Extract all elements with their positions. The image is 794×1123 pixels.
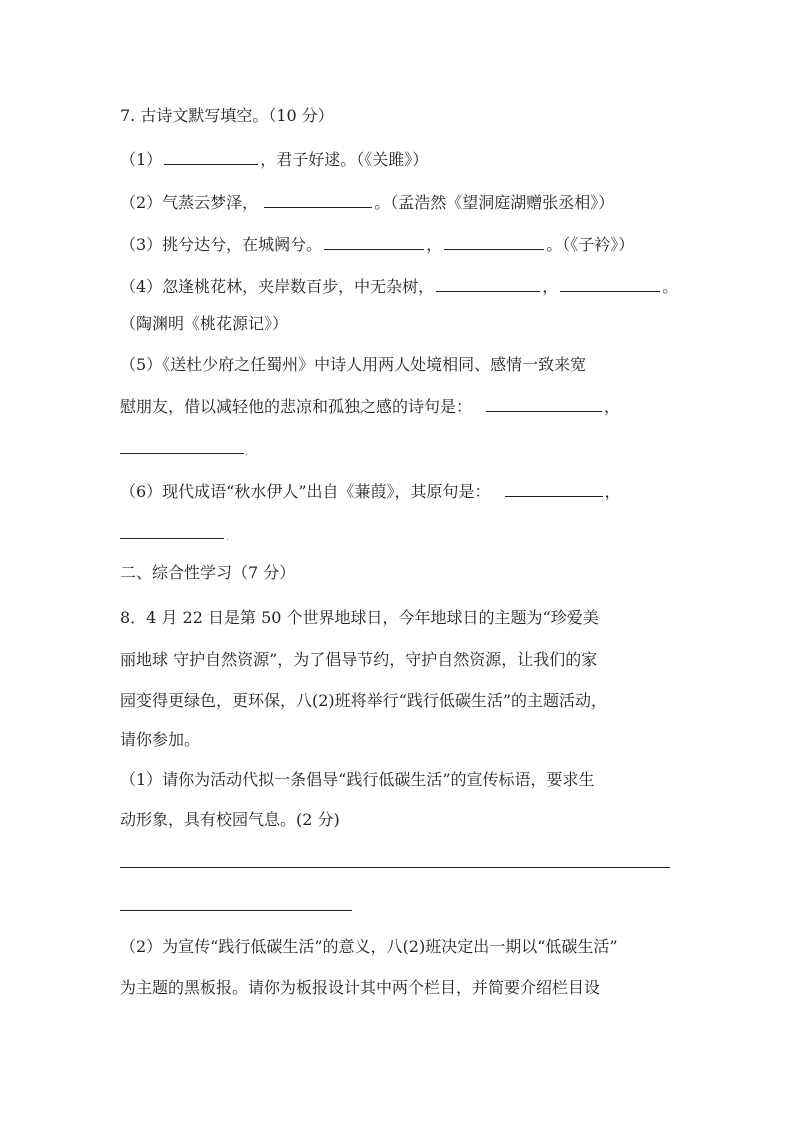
blank-2[interactable] (264, 191, 372, 208)
blank-5b[interactable] (120, 453, 244, 454)
answer-line-2[interactable] (120, 910, 352, 911)
answer-line-1[interactable] (120, 867, 670, 868)
q7-item-4 (120, 275, 678, 297)
question-7-title: 7. 古诗文默写填空。（10 分） (120, 106, 334, 125)
q7-item-6-end-mark: . (226, 532, 230, 543)
q7-item-5-line-1: （5）《送杜少府之任蜀州》中诗人用两人处境相同、感情一致来宽 (120, 355, 587, 374)
q7-item-3-suffix: 。（《子衿》） (546, 235, 635, 254)
q8-line-4: 请你参加。 (120, 730, 201, 749)
q8-sub-1-line-1: （1）请你为活动代拟一条倡导“践行低碳生活”的宣传标语，要求生 (120, 770, 595, 789)
q7-item-1 (120, 148, 428, 170)
section-2-heading: 二、综合性学习（7 分） (120, 563, 296, 582)
q8-sub-1-line-2: 动形象，具有校园气息。(2 分) (120, 810, 340, 829)
q7-item-2-suffix: 。（孟浩然《望洞庭湖赠张丞相》） (374, 193, 615, 212)
q7-item-1-suffix: ，君子好逑。（《关雎》） (260, 150, 429, 169)
q7-item-1-prefix: （1） (120, 150, 163, 169)
blank-4b[interactable] (560, 275, 660, 292)
q7-item-6-comma: ， (604, 482, 621, 501)
q7-item-4-source: （陶渊明《桃花源记》） (120, 314, 289, 333)
q7-item-3-mid: ， (426, 235, 443, 254)
blank-4a[interactable] (436, 275, 540, 292)
blank-6b[interactable] (120, 538, 224, 539)
blank-5a[interactable] (486, 395, 602, 412)
blank-3b[interactable] (444, 233, 544, 250)
q7-item-6-line-1 (120, 480, 621, 502)
q8-line-1: 8．4 月 22 日是第 50 个世界地球日，今年地球日的主题为“珍爱美 (120, 608, 599, 627)
q7-item-5-comma: ， (604, 397, 621, 416)
q7-item-3 (120, 233, 634, 255)
q7-item-2 (120, 191, 614, 213)
q7-item-4-mid: ， (542, 277, 559, 296)
q7-item-5-end-mark: . (245, 447, 249, 458)
q8-sub-2-line-1: （2）为宣传“践行低碳生活”的意义，八(2)班决定出一期以“低碳生活” (120, 937, 618, 956)
q7-item-4-suffix: 。 (662, 277, 679, 296)
q8-line-3: 园变得更绿色，更环保，八(2)班将举行“践行低碳生活”的主题活动， (120, 691, 608, 710)
q7-item-6-prompt: （6）现代成语“秋水伊人”出自《蒹葭》，其原句是： (120, 482, 491, 501)
q7-item-2-prefix: （2）气蒸云梦泽， (120, 193, 259, 212)
blank-6a[interactable] (505, 480, 603, 497)
q8-sub-2-line-2: 为主题的黑板报。请你为板报设计其中两个栏目，并简要介绍栏目设 (120, 978, 601, 997)
q8-line-2: 丽地球 守护自然资源”，为了倡导节约，守护自然资源，让我们的家 (120, 650, 598, 669)
blank-3a[interactable] (324, 233, 424, 250)
q7-item-5-prompt: 慰朋友，借以减轻他的悲凉和孤独之感的诗句是： (120, 397, 473, 416)
q7-item-3-prefix: （3）挑兮达兮，在城阙兮。 (120, 235, 323, 254)
blank-1[interactable] (164, 148, 258, 165)
q7-item-5-line-2 (120, 395, 620, 417)
q7-item-4-prefix: （4）忽逢桃花林，夹岸数百步，中无杂树， (120, 277, 435, 296)
